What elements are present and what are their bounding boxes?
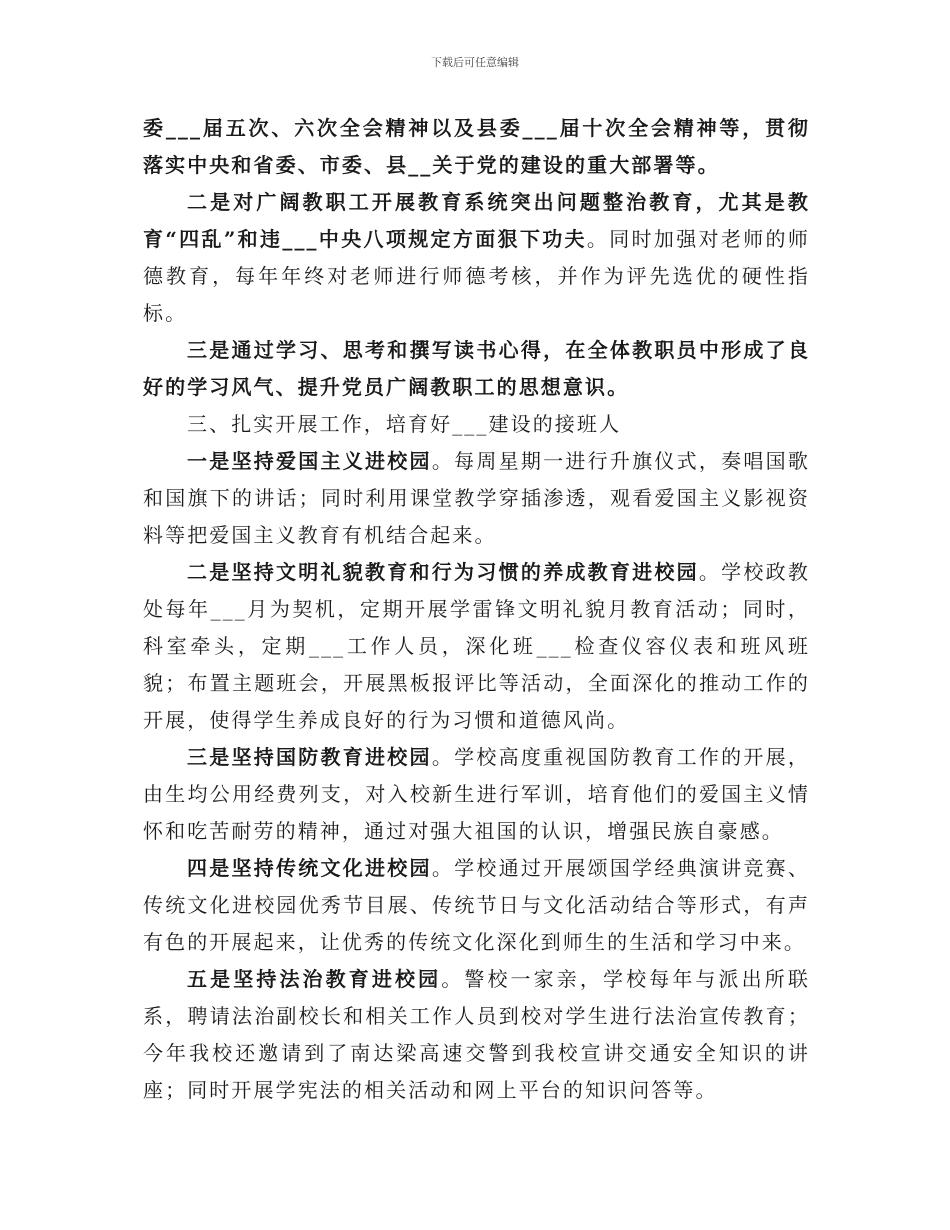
paragraph-8-text: 。学校通过开展颂国学经典演讲竞赛、传统文化进校园优秀节目展、传统节日与文化活动结合等形式，有声有色的开展起来，让优秀的传统文化深化到师生的生活和学习中来。 [143, 856, 810, 954]
paragraph-8-bold-text: 四是坚持传统文化进校园 [187, 856, 432, 880]
paragraph-3-bold-text: 三是通过学习、思考和撰写读书心得，在全体教职员中形成了良好的学习风气、提升党员广阔教职工的思想意识。 [143, 338, 810, 399]
paragraph-8 [143, 850, 810, 961]
page-header: 下载后可任意编辑 [431, 56, 519, 69]
paragraph-6-text: 。学校政教处每年___月为契机，定期开展学雷锋文明礼貌月教育活动；同时，科室牵头，定期___工作人员，深化班___检查仪容仪表和班风班貌；布置主题班会，开展黑板报评比等活动，全面深化的推动工作的开展，使得学生养成良好的行为习惯和道德风尚。 [143, 560, 810, 732]
paragraph-3 [143, 332, 810, 406]
paragraph-9-text: 。警校一家亲，学校每年与派出所联系，聘请法治副校长和相关工作人员到校对学生进行法治宣传教育；今年我校还邀请到了南达梁高速交警到我校宣讲交通安全知识的讲座；同时开展学宪法的相关活动和网上平台的知识问答等。 [143, 967, 810, 1102]
paragraph-6-bold-text: 二是坚持文明礼貌教育和行为习惯的养成教育进校园 [187, 560, 699, 584]
paragraph-2-text: 。同时加强对老师的师德教育，每年年终对老师进行师德考核，并作为评先选优的硬性指标。 [143, 227, 810, 325]
paragraph-2 [143, 184, 810, 332]
paragraph-6 [143, 554, 810, 739]
paragraph-5-text: 。每周星期一进行升旗仪式，奏唱国歌和国旗下的讲话；同时利用课堂教学穿插渗透，观看爱国主义影视资料等把爱国主义教育有机结合起来。 [143, 449, 810, 547]
paragraph-1 [143, 110, 810, 184]
section-heading-text: 三、扎实开展工作，培育好___建设的接班人 [187, 412, 622, 436]
section-heading [143, 406, 810, 443]
paragraph-7-bold-text: 三是坚持国防教育进校园 [187, 745, 432, 769]
paragraph-5-bold-text: 一是坚持爱国主义进校园 [187, 449, 432, 473]
paragraph-9 [143, 961, 810, 1109]
paragraph-1-bold-text: 委___届五次、六次全会精神以及县委___届十次全会精神等，贯彻落实中央和省委、市委、县__关于党的建设的重大部署等。 [143, 116, 810, 177]
document-body [143, 110, 810, 1109]
paragraph-5 [143, 443, 810, 554]
paragraph-2-bold-text: 二是对广阔教职工开展教育系统突出问题整治教育，尤其是教育“四乱”和违___中央八项规定方面狠下功夫 [143, 190, 810, 251]
paragraph-7-text: 。学校高度重视国防教育工作的开展，由生均公用经费列支，对入校新生进行军训，培育他们的爱国主义情怀和吃苦耐劳的精神，通过对强大祖国的认识，增强民族自豪感。 [143, 745, 810, 843]
paragraph-7 [143, 739, 810, 850]
paragraph-9-bold-text: 五是坚持法治教育进校园 [187, 967, 442, 991]
